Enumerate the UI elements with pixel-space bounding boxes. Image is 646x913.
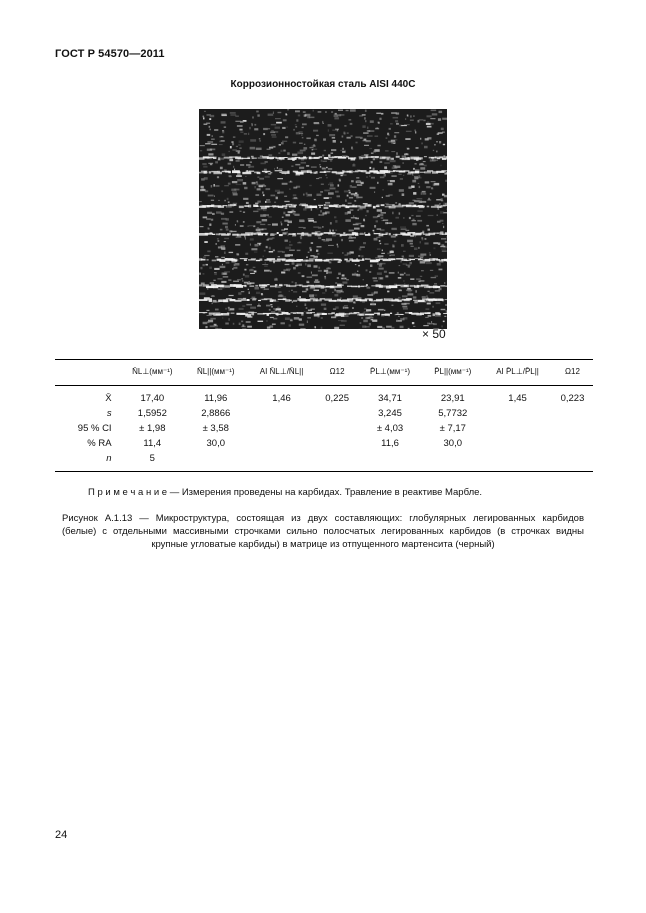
row-label: s bbox=[106, 408, 112, 419]
header-cell-4: Ω12 bbox=[317, 360, 358, 386]
header-cell-7: AI P̄L⊥/P̄L|| bbox=[483, 360, 552, 386]
table-cell bbox=[317, 451, 358, 472]
table-cell: 1,45 bbox=[508, 393, 527, 404]
table-cell: 11,6 bbox=[381, 438, 399, 449]
header-cell-8: Ω12 bbox=[552, 360, 593, 386]
header-cell-0 bbox=[55, 360, 120, 386]
table-cell: 0,223 bbox=[560, 393, 585, 404]
figure-caption-line-2: (белые) с отдельными массивными строчками сильно полосчатых легированных карбидов (в строчках видны bbox=[62, 526, 584, 537]
table-cell: ± 1,98 bbox=[139, 423, 166, 434]
figure-title: Коррозионностойкая сталь AISI 440C bbox=[230, 79, 416, 90]
table-cell bbox=[317, 406, 358, 421]
table-cell: 30,0 bbox=[206, 438, 225, 449]
table-cell bbox=[483, 421, 552, 436]
table-cell bbox=[483, 451, 552, 472]
table-cell: 1,5952 bbox=[137, 408, 167, 419]
table-cell: 11,96 bbox=[204, 393, 228, 404]
header-cell-2: N̄L||(мм⁻¹) bbox=[185, 360, 246, 386]
header-cell-1: N̄L⊥(мм⁻¹) bbox=[120, 360, 186, 386]
header-cell-5: P̄L⊥(мм⁻¹) bbox=[358, 360, 423, 386]
table-cell: 30,0 bbox=[443, 438, 463, 449]
table-cell: 34,71 bbox=[378, 393, 402, 404]
table-cell bbox=[552, 436, 593, 451]
table-cell: ± 4,03 bbox=[376, 423, 404, 434]
row-label: X̄ bbox=[105, 393, 112, 404]
magnification-label: × 50 bbox=[422, 327, 446, 341]
table-row bbox=[55, 451, 593, 472]
table-cell: ± 3,58 bbox=[202, 423, 229, 434]
table-header-row bbox=[55, 360, 593, 386]
table-cell bbox=[422, 451, 483, 472]
table-cell bbox=[185, 451, 246, 472]
table-cell: 2,8866 bbox=[201, 408, 231, 419]
page-number: 24 bbox=[55, 829, 68, 841]
table-row bbox=[55, 421, 593, 436]
table-cell bbox=[246, 406, 316, 421]
table-cell bbox=[246, 436, 316, 451]
table-cell bbox=[552, 451, 593, 472]
table-cell bbox=[358, 451, 423, 472]
table-row bbox=[55, 406, 593, 421]
table-row bbox=[55, 436, 593, 451]
table-row bbox=[55, 386, 593, 407]
table-cell: 5 bbox=[120, 451, 186, 472]
table-cell bbox=[317, 421, 358, 436]
table-cell bbox=[246, 421, 316, 436]
table-cell: 5,7732 bbox=[438, 408, 468, 419]
table-cell: 17,40 bbox=[140, 393, 165, 404]
table-cell bbox=[483, 406, 552, 421]
table-cell: 0,225 bbox=[325, 393, 349, 404]
table-cell bbox=[483, 436, 552, 451]
table-cell: 3,245 bbox=[378, 408, 402, 419]
table-cell bbox=[246, 451, 316, 472]
figure-caption bbox=[62, 512, 584, 551]
micrograph-texture bbox=[199, 109, 447, 329]
table-cell: ± 7,17 bbox=[439, 423, 466, 434]
table-cell: 11,4 bbox=[143, 438, 162, 449]
table-cell bbox=[552, 421, 593, 436]
row-label: % RA bbox=[87, 438, 112, 449]
figure-caption-line-1: Рисунок А.1.13 — Микроструктура, состоящая из двух составляющих: глобулярных легированных карбидов bbox=[62, 513, 584, 524]
micrograph-image bbox=[199, 109, 447, 329]
row-label: 95 % CI bbox=[77, 423, 112, 434]
table-cell: 1,46 bbox=[272, 393, 291, 404]
standard-number: ГОСТ Р 54570—2011 bbox=[55, 48, 165, 60]
measurement-table bbox=[55, 359, 593, 472]
row-label: n bbox=[55, 451, 120, 472]
header-cell-3: AI N̄L⊥/N̄L|| bbox=[246, 360, 316, 386]
header-cell-6: P̄L||(мм⁻¹) bbox=[422, 360, 483, 386]
table-cell bbox=[552, 406, 593, 421]
table-note: П р и м е ч а н и е — Измерения проведены на карбидах. Травление в реактиве Марбле. bbox=[88, 487, 483, 498]
table-cell bbox=[317, 436, 358, 451]
table-cell: 23,91 bbox=[440, 393, 465, 404]
figure-caption-line-3: крупные угловатые карбиды) в матрице из отпущенного мартенсита (черный) bbox=[151, 539, 495, 550]
